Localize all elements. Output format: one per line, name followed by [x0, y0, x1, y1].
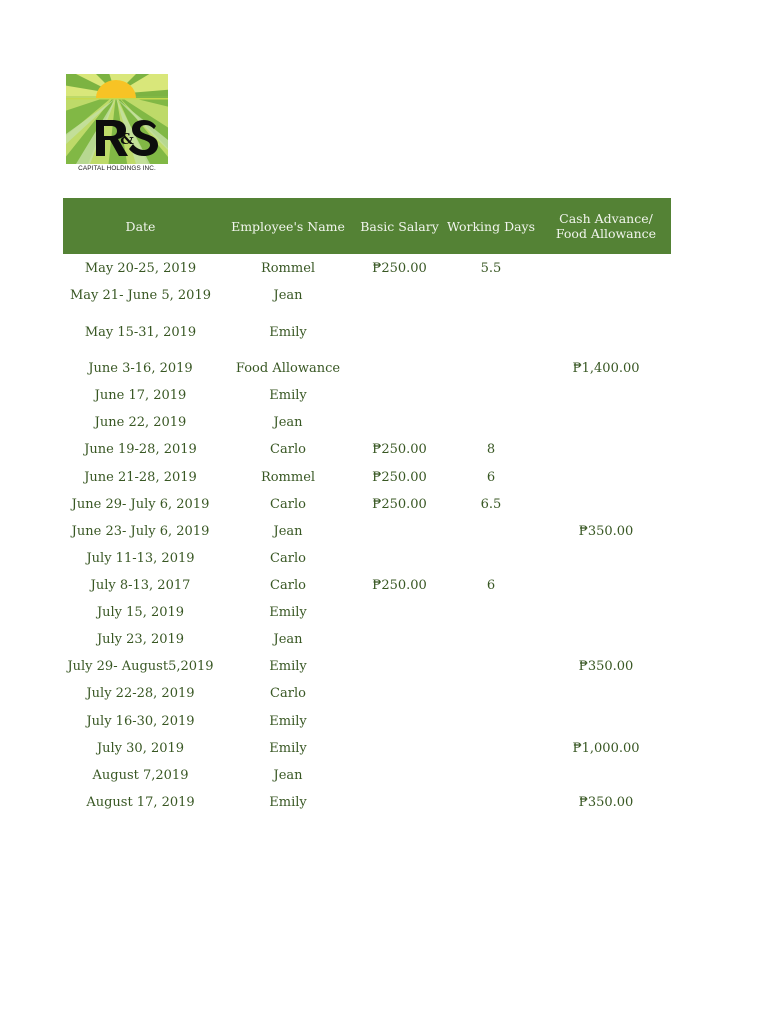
cell-employee-name: Rommel: [260, 261, 316, 276]
table-row: [63, 793, 671, 813]
cell-employee-name: Jean: [273, 524, 303, 539]
payroll-table: [63, 198, 671, 810]
cell-date: May 15-31, 2019: [84, 325, 197, 340]
cell-date: July 11-13, 2019: [86, 551, 195, 566]
cell-basic-salary: ₱250.00: [372, 261, 427, 276]
cell-date: August 7,2019: [92, 768, 189, 783]
table-row: [63, 766, 671, 786]
cell-cash-advance: [541, 386, 671, 406]
cell-employee-name: Carlo: [270, 551, 306, 566]
cell-basic-salary: [358, 323, 441, 343]
cell-working-days: [441, 603, 541, 623]
header-employee-name: Employee's Name: [231, 218, 345, 234]
cell-employee-name: Emily: [269, 388, 307, 403]
table-row: [63, 440, 671, 460]
cell-working-days: [441, 323, 541, 343]
table-row: [63, 522, 671, 542]
cell-cash-advance: ₱350.00: [578, 659, 634, 674]
cell-basic-salary: ₱250.00: [372, 497, 427, 512]
cell-date: June 22, 2019: [94, 415, 187, 430]
cell-working-days: [441, 684, 541, 704]
cell-cash-advance: [541, 286, 671, 306]
table-row: [63, 323, 671, 343]
cell-working-days: [441, 739, 541, 759]
cell-basic-salary: [358, 603, 441, 623]
cell-employee-name: Carlo: [270, 497, 306, 512]
cell-employee-name: Food Allowance: [235, 361, 341, 376]
table-header: [63, 198, 671, 254]
company-logo: [66, 74, 168, 176]
cell-date: June 3-16, 2019: [88, 361, 193, 376]
table-row: [63, 603, 671, 623]
cell-employee-name: Emily: [269, 741, 307, 756]
cell-date: July 29- August5,2019: [67, 659, 214, 674]
cell-employee-name: Emily: [269, 605, 307, 620]
cell-employee-name: Emily: [269, 325, 307, 340]
cell-cash-advance: [541, 323, 671, 343]
cell-cash-advance: ₱1,400.00: [572, 361, 640, 376]
cell-date: July 15, 2019: [96, 605, 185, 620]
cell-basic-salary: [358, 657, 441, 677]
cell-employee-name: Emily: [269, 795, 307, 810]
cell-working-days: [441, 793, 541, 813]
cell-cash-advance: [541, 712, 671, 732]
table-row: [63, 739, 671, 759]
cell-working-days: 6.5: [480, 497, 502, 512]
cell-cash-advance: [541, 495, 671, 515]
cell-working-days: [441, 286, 541, 306]
cell-basic-salary: [358, 359, 441, 379]
table-row: [63, 359, 671, 379]
cell-working-days: [441, 413, 541, 433]
cell-employee-name: Emily: [269, 714, 307, 729]
cell-working-days: [441, 712, 541, 732]
cell-working-days: 8: [486, 442, 496, 457]
cell-basic-salary: [358, 630, 441, 650]
table-row: [63, 259, 671, 279]
cell-date: June 17, 2019: [94, 388, 187, 403]
cell-basic-salary: ₱250.00: [372, 442, 427, 457]
cell-employee-name: Carlo: [270, 686, 306, 701]
cell-employee-name: Emily: [269, 659, 307, 674]
logo-sunburst-icon: [66, 74, 168, 164]
cell-date: May 21- June 5, 2019: [69, 288, 211, 303]
cell-date: July 16-30, 2019: [86, 714, 195, 729]
cell-cash-advance: [541, 630, 671, 650]
cell-basic-salary: [358, 413, 441, 433]
cell-basic-salary: ₱250.00: [372, 470, 427, 485]
cell-basic-salary: [358, 522, 441, 542]
cell-date: July 23, 2019: [96, 632, 185, 647]
table-row: [63, 657, 671, 677]
cell-date: June 19-28, 2019: [84, 442, 197, 457]
cell-basic-salary: [358, 793, 441, 813]
table-row: [63, 549, 671, 569]
cell-working-days: [441, 766, 541, 786]
cell-date: July 30, 2019: [96, 741, 185, 756]
cell-cash-advance: [541, 603, 671, 623]
cell-basic-salary: [358, 684, 441, 704]
cell-working-days: [441, 549, 541, 569]
cell-date: August 17, 2019: [86, 795, 195, 810]
cell-basic-salary: [358, 549, 441, 569]
cell-basic-salary: [358, 386, 441, 406]
cell-cash-advance: [541, 549, 671, 569]
cell-date: June 21-28, 2019: [84, 470, 197, 485]
cell-working-days: [441, 522, 541, 542]
cell-employee-name: Jean: [273, 632, 303, 647]
cell-cash-advance: [541, 684, 671, 704]
cell-working-days: [441, 630, 541, 650]
header-date: Date: [125, 218, 156, 234]
table-row: [63, 286, 671, 306]
cell-cash-advance: [541, 766, 671, 786]
cell-date: July 22-28, 2019: [86, 686, 195, 701]
table-row: [63, 630, 671, 650]
table-row: [63, 684, 671, 704]
cell-basic-salary: [358, 712, 441, 732]
cell-employee-name: Carlo: [270, 442, 306, 457]
header-cash-advance: Cash Advance/ Food Allowance: [555, 211, 657, 241]
cell-working-days: [441, 657, 541, 677]
header-working-days: Working Days: [446, 218, 536, 234]
cell-basic-salary: [358, 286, 441, 306]
cell-basic-salary: [358, 766, 441, 786]
table-row: [63, 386, 671, 406]
cell-employee-name: Jean: [273, 768, 303, 783]
table-row: [63, 576, 671, 596]
table-row: [63, 495, 671, 515]
table-row: [63, 413, 671, 433]
cell-date: June 29- July 6, 2019: [71, 497, 210, 512]
cell-cash-advance: ₱350.00: [578, 795, 634, 810]
cell-cash-advance: ₱1,000.00: [572, 741, 640, 756]
header-basic-salary: Basic Salary: [360, 218, 439, 234]
cell-cash-advance: ₱350.00: [578, 524, 634, 539]
cell-working-days: 6: [486, 470, 496, 485]
table-row: [63, 468, 671, 488]
cell-employee-name: Rommel: [260, 470, 316, 485]
cell-employee-name: Carlo: [270, 578, 306, 593]
svg-text:&: &: [120, 130, 134, 148]
cell-working-days: [441, 359, 541, 379]
cell-cash-advance: [541, 440, 671, 460]
cell-working-days: 6: [486, 578, 496, 593]
logo-caption: CAPITAL HOLDINGS INC.: [78, 165, 156, 172]
cell-cash-advance: [541, 468, 671, 488]
cell-employee-name: Jean: [273, 288, 303, 303]
cell-cash-advance: [541, 259, 671, 279]
cell-date: May 20-25, 2019: [84, 261, 197, 276]
table-row: [63, 712, 671, 732]
cell-cash-advance: [541, 413, 671, 433]
cell-date: July 8-13, 2017: [90, 578, 191, 593]
cell-basic-salary: [358, 739, 441, 759]
cell-cash-advance: [541, 576, 671, 596]
cell-working-days: 5.5: [480, 261, 502, 276]
cell-basic-salary: ₱250.00: [372, 578, 427, 593]
cell-date: June 23- July 6, 2019: [71, 524, 210, 539]
cell-employee-name: Jean: [273, 415, 303, 430]
cell-working-days: [441, 386, 541, 406]
